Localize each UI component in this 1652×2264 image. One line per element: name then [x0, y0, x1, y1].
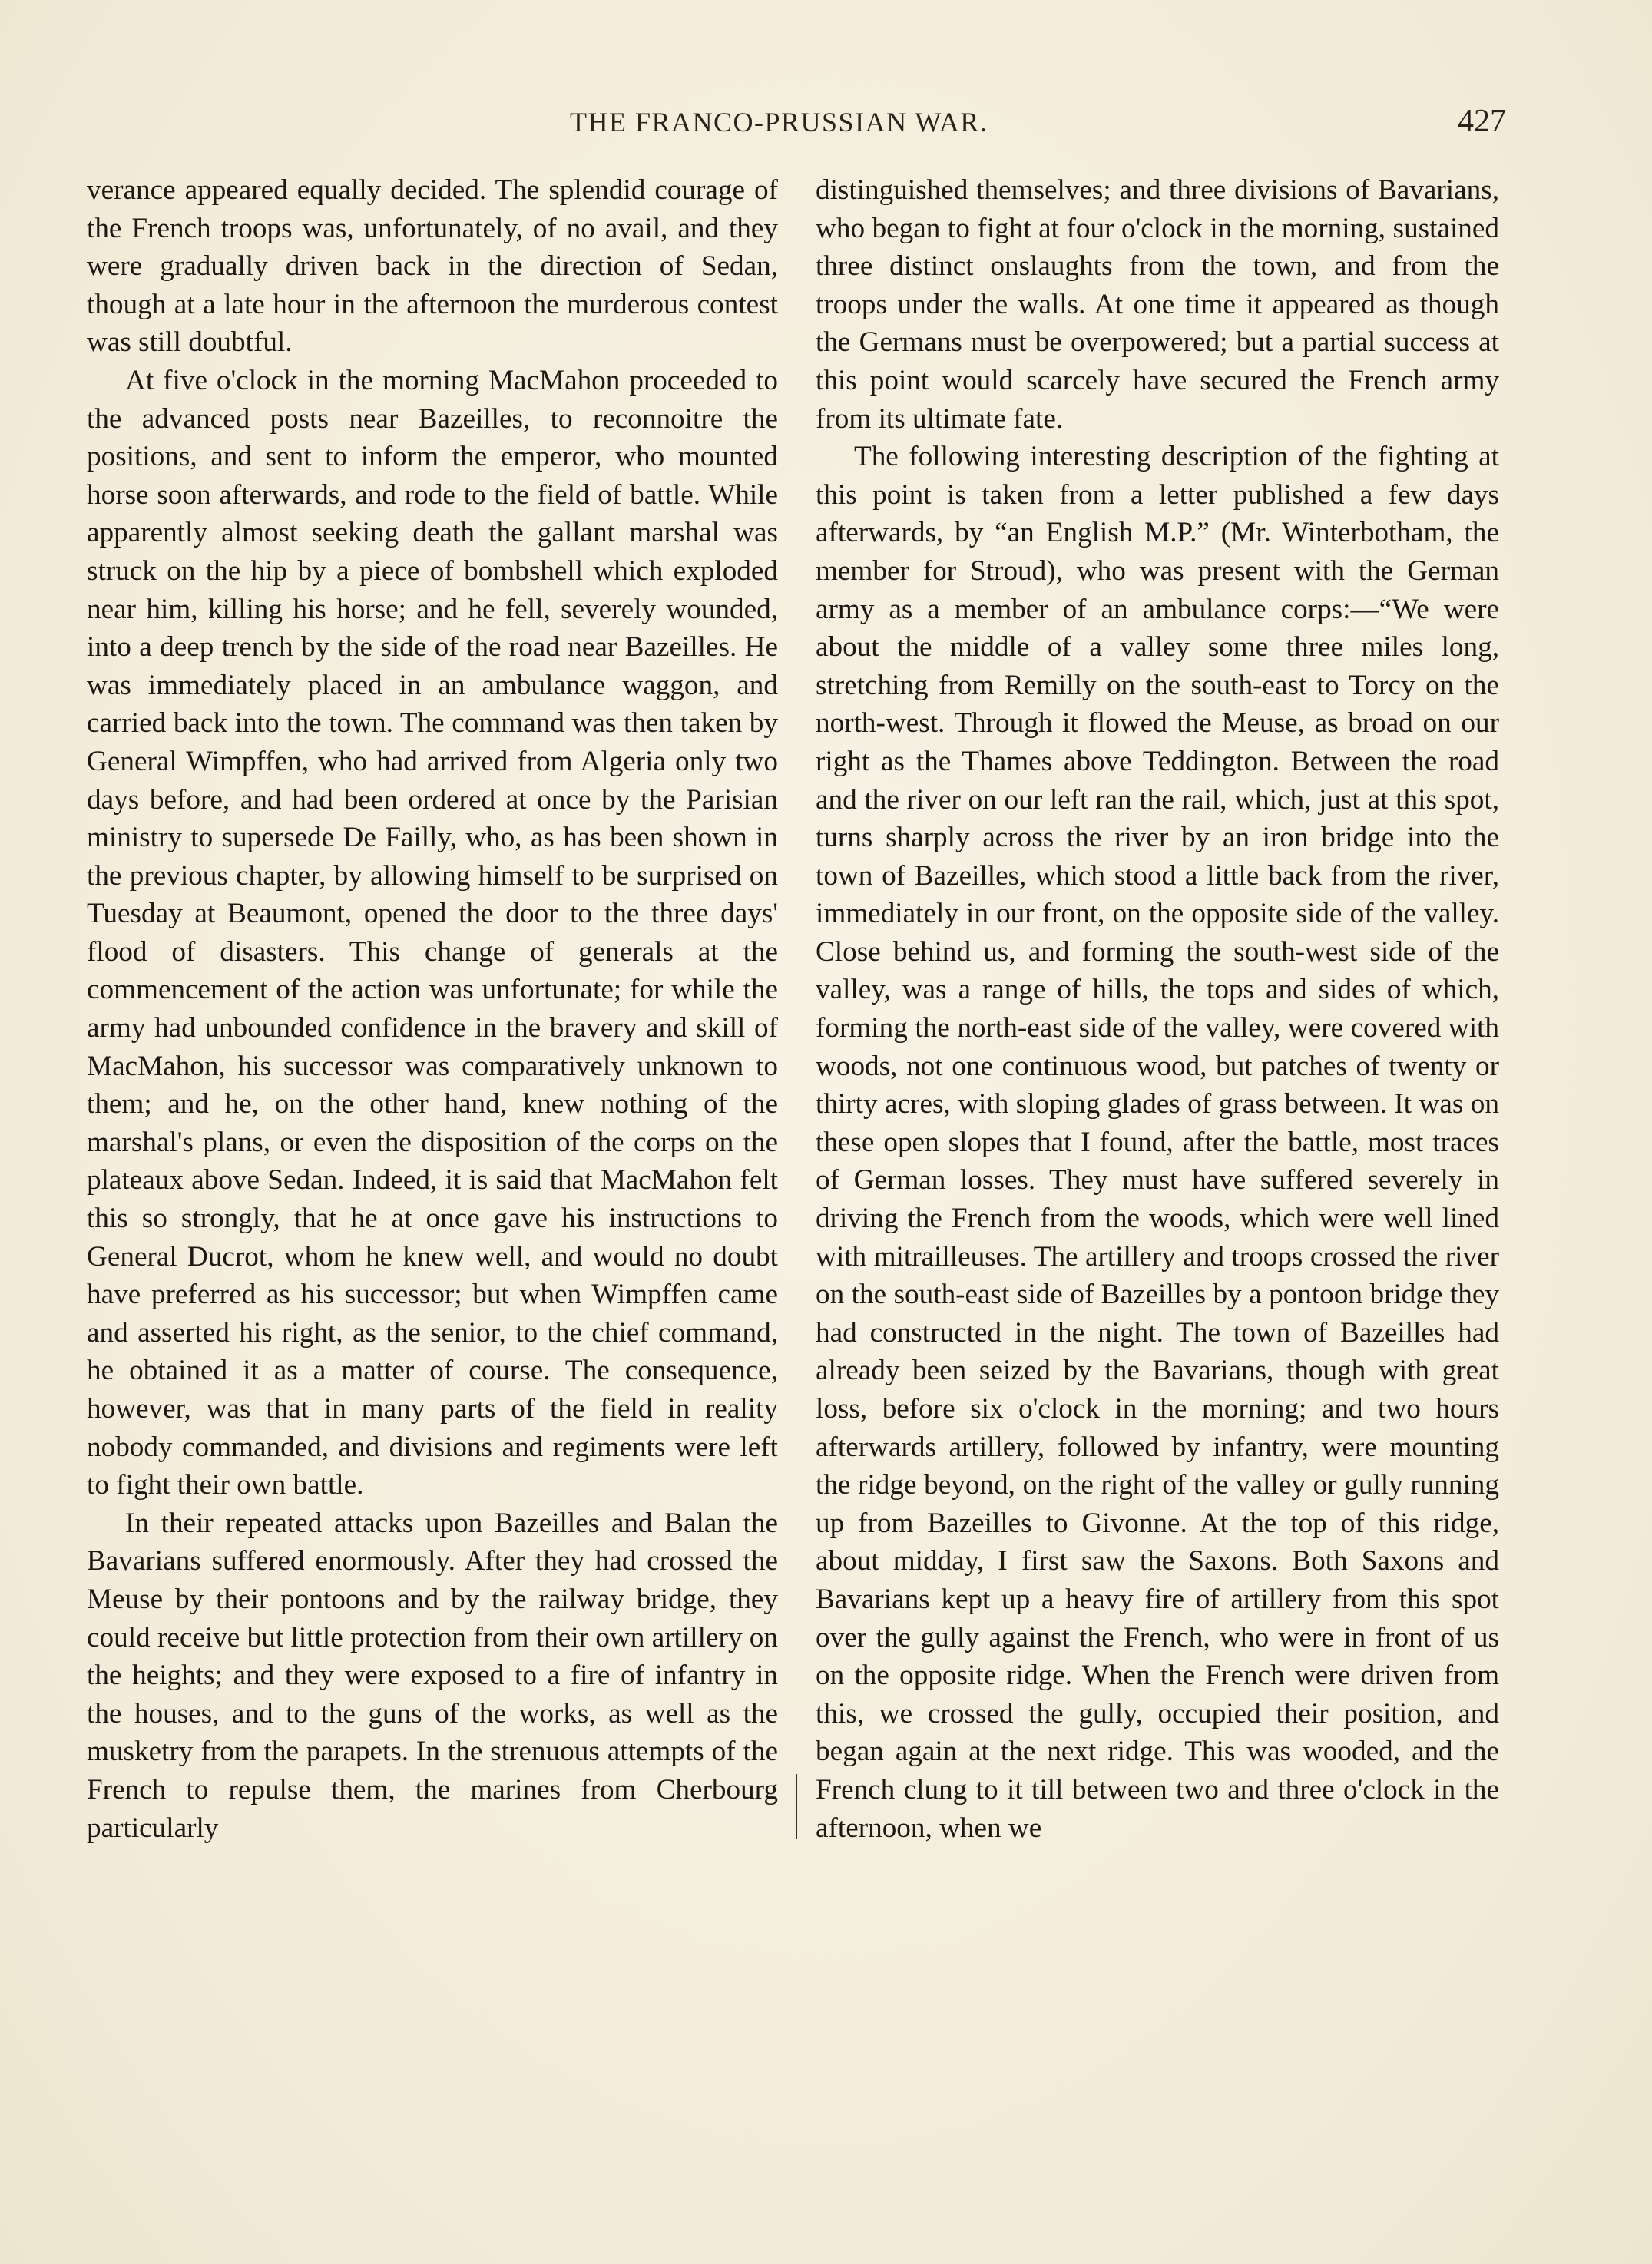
left-paragraph-3: In their repeated attacks upon Bazeilles and Balan the Bavarians suffered enormously. After they had crossed the Meuse by their pontoons and by the railway bridge, they could receive but little protection from their own artillery on the heights; and they were exposed to a fire of infantry in the houses, and to the guns of the works, as well as the musketry from the parapets. In the strenuous attempts of the French to repulse them, the marines from Cherbourg particularly — [87, 1507, 778, 1844]
column-divider-rule — [796, 1774, 797, 1839]
right-paragraph-1: distinguished themselves; and three divisions of Bavarians, who began to fight at four o'clock in the morning, sustained three distinct onslaughts from the town, and from the troops under the walls. At one time it appeared as though the Germans must be overpowered; but a partial success at this point would scarcely have secured the French army from its ultimate fate. — [816, 174, 1499, 435]
running-title: THE FRANCO-PRUSSIAN WAR. — [570, 107, 988, 137]
left-paragraph-2: At five o'clock in the morning MacMahon proceeded to the advanced posts near Bazeilles, to reconnoitre the positions, and sent to inform the emperor, who mounted horse soon afterwards, and rode to the field of battle. While apparently almost seeking death the gallant marshal was struck on the hip by a piece of bombshell which exploded near him, killing his horse; and he fell, severely wounded, into a deep trench by the side of the road near Bazeilles. He was immediately placed in an ambulance waggon, and carried back into the town. The command was then taken by General Wimpffen, who had arrived from Algeria only two days before, and had been ordered at once by the Parisian ministry to supersede De Failly, who, as has been shown in the previous chapter, by allowing himself to be surprised on Tuesday at Beaumont, opened the door to the three days' flood of disasters. This change of generals at the commencement of the action was unfortunate; for while the army had unbounded confidence in the bravery and skill of MacMahon, his successor was comparatively unknown to them; and he, on the other hand, knew nothing of the marshal's plans, or even the disposition of the corps on the plateaux above Sedan. Indeed, it is said that MacMahon felt this so strongly, that he at once gave his instructions to General Ducrot, whom he knew well, and would no doubt have preferred as his successor; but when Wimpffen came and asserted his right, as the senior, to the chief command, he obtained it as a matter of course. The consequence, however, was that in many parts of the field in reality nobody commanded, and divisions and regiments were left to fight their own battle. — [87, 364, 778, 1501]
left-paragraph-1: verance appeared equally decided. The splendid courage of the French troops was, unfortunately, of no avail, and they were gradually driven back in the direction of Sedan, though at a late hour in the afternoon the murderous contest was still doubtful. — [87, 174, 778, 359]
page-number: 427 — [1458, 104, 1506, 139]
right-column — [816, 171, 1499, 1847]
right-paragraph-2: The following interesting description of the fighting at this point is taken from a letter published a few days afterwards, by “an English M.P.” (Mr. Winterbotham, the member for Stroud), who was present with the German army as a member of an ambulance corps:—“We were about the middle of a valley some three miles long, stretching from Remilly on the south-east to Torcy on the north-west. Through it flowed the Meuse, as broad on our right as the Thames above Teddington. Between the road and the river on our left ran the rail, which, just at this spot, turns sharply across the river by an iron bridge into the town of Bazeilles, which stood a little back from the river, immediately in our front, on the opposite side of the valley. Close behind us, and forming the south-west side of the valley, was a range of hills, the tops and sides of which, forming the north-east side of the valley, were covered with woods, not one continuous wood, but patches of twenty or thirty acres, with sloping glades of grass between. It was on these open slopes that I found, after the battle, most traces of German losses. They must have suffered severely in driving the French from the woods, which were well lined with mitrailleuses. The artillery and troops crossed the river on the south-east side of Bazeilles by a pontoon bridge they had constructed in the night. The town of Bazeilles had already been seized by the Bavarians, though with great loss, before six o'clock in the morning; and two hours afterwards artillery, followed by infantry, were mounting the ridge beyond, on the right of the valley or gully running up from Bazeilles to Givonne. At the top of this ridge, about midday, I first saw the Saxons. Both Saxons and Bavarians kept up a heavy fire of artillery from this spot over the gully against the French, who were in front of us on the opposite ridge. When the French were driven from this, we crossed the gully, occupied their position, and began again at the next ridge. This was wooded, and the French clung to it till between two and three o'clock in the afternoon, when we — [816, 441, 1499, 1844]
left-column — [87, 171, 778, 1847]
